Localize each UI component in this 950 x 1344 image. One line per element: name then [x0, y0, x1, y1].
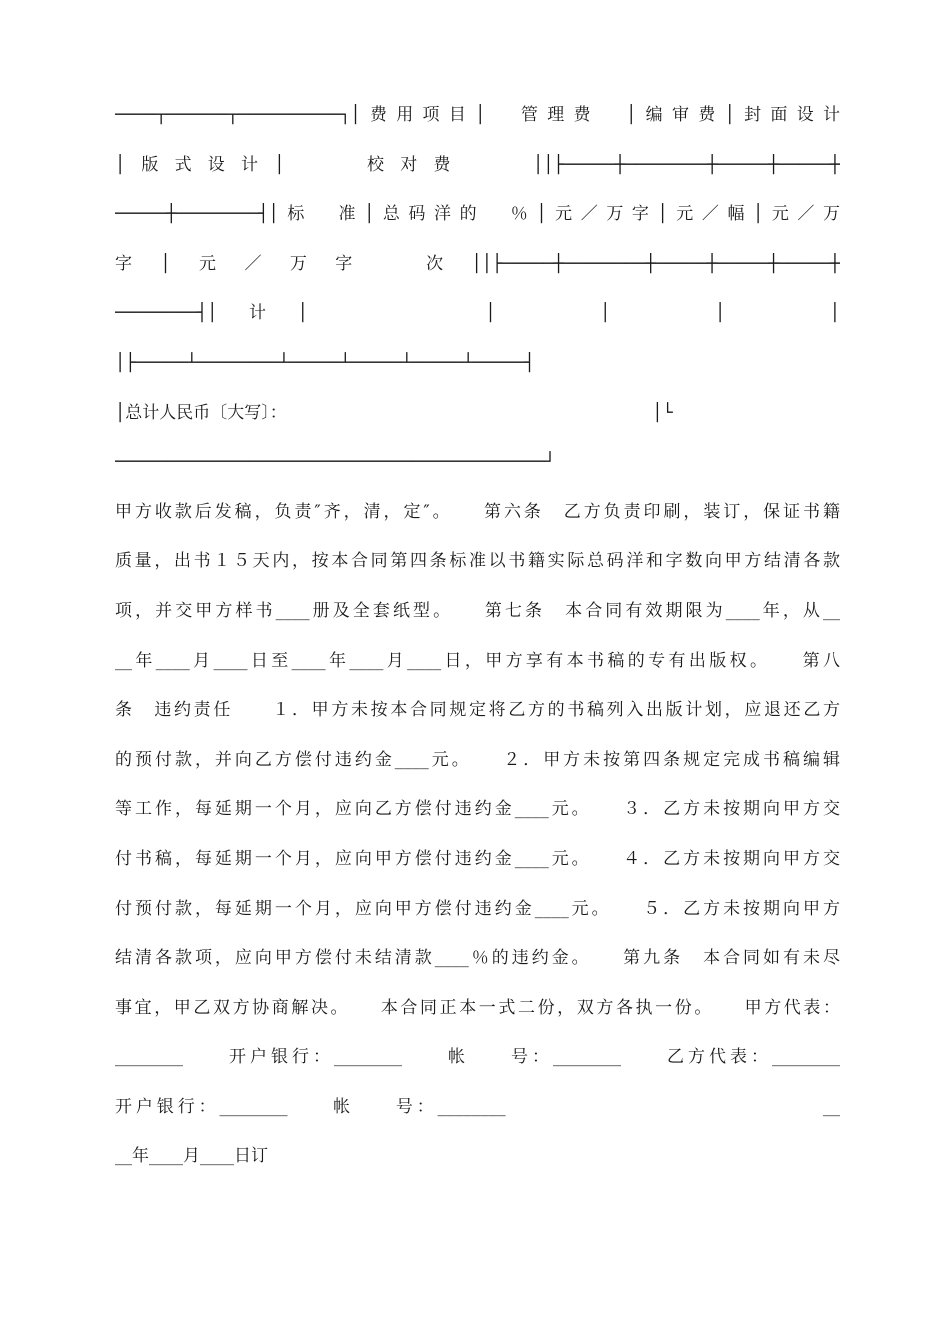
- contract-text-line: 项，并交甲方样书____册及全套纸型。 第七条 本合同有效期限为____年，从__: [115, 600, 840, 621]
- fee-table-row-total: ────────┤│ 计 │ │ │ │ │: [115, 303, 840, 324]
- contract-text-line: 事宜，甲乙双方协商解决。 本合同正本一式二份，双方各执一份。 甲方代表：: [115, 997, 840, 1018]
- fee-table-total-rmb: │总计人民币〔大写〕： │└: [115, 402, 673, 423]
- signature-block-line: 开户银行：________ 帐 号：________ __: [115, 1096, 840, 1117]
- contract-page: [115, 91, 840, 1182]
- contract-text-line: 付书稿，每延期一个月，应向甲方偿付违约金____元。 ４．乙方未按期向甲方交: [115, 848, 840, 869]
- contract-text-line: 质量，出书１５天内，按本合同第四条标准以书籍实际总码洋和字数向甲方结清各款: [115, 551, 840, 572]
- contract-text-line: 的预付款，并向乙方偿付违约金____元。 ２．甲方未按第四条规定完成书稿编辑: [115, 749, 840, 770]
- contract-text-line: 结清各款项，应向甲方偿付未结清款____％的违约金。 第九条 本合同如有未尽: [115, 948, 840, 969]
- fee-table-row-standard-cont: 字│元／万字 次││├─────┼────────┼─────┼─────┼─────┼: [115, 253, 840, 274]
- contract-text-line: __年____月____日至____年____月____日，甲方享有本书稿的专有出版权。 第八: [115, 650, 840, 671]
- fee-table-bottom-border: ──────────────────────────────────────────┘: [115, 452, 556, 473]
- fee-table-top-border: ────┬──────┬──────────┐│费用项目│ 管理费 │编审费│封面设计: [115, 105, 840, 125]
- signing-date-line: __年____月____日订: [115, 1146, 268, 1167]
- contract-text-line: 付预付款，每延期一个月，应向甲方偿付违约金____元。 ５．乙方未按期向甲方: [115, 898, 840, 919]
- fee-table-row-items: │版式设计│ 校对费 ││├─────┼────────┼─────┼─────┼: [115, 154, 840, 175]
- contract-text-line: 甲方收款后发稿，负责″齐，清，定″。 第六条 乙方负责印刷，装订，保证书籍: [115, 501, 840, 522]
- fee-table-row-standard: ─────┼────────┤│标 准│总码洋的 ％│元／万字│元／幅│元／万: [115, 204, 840, 225]
- contract-text-line: 条 违约责任 １．甲方未按本合同规定将乙方的书稿列入出版计划，应退还乙方: [115, 700, 840, 721]
- signature-block-line: ________ 开户银行：________ 帐 号：________ 乙方代表：________: [115, 1047, 840, 1068]
- contract-text-line: 等工作，每延期一个月，应向乙方偿付违约金____元。 ３．乙方未按期向甲方交: [115, 799, 840, 820]
- fee-table-divider: │├─────┴────────┴─────┴─────┴─────┴─────┤: [115, 352, 535, 373]
